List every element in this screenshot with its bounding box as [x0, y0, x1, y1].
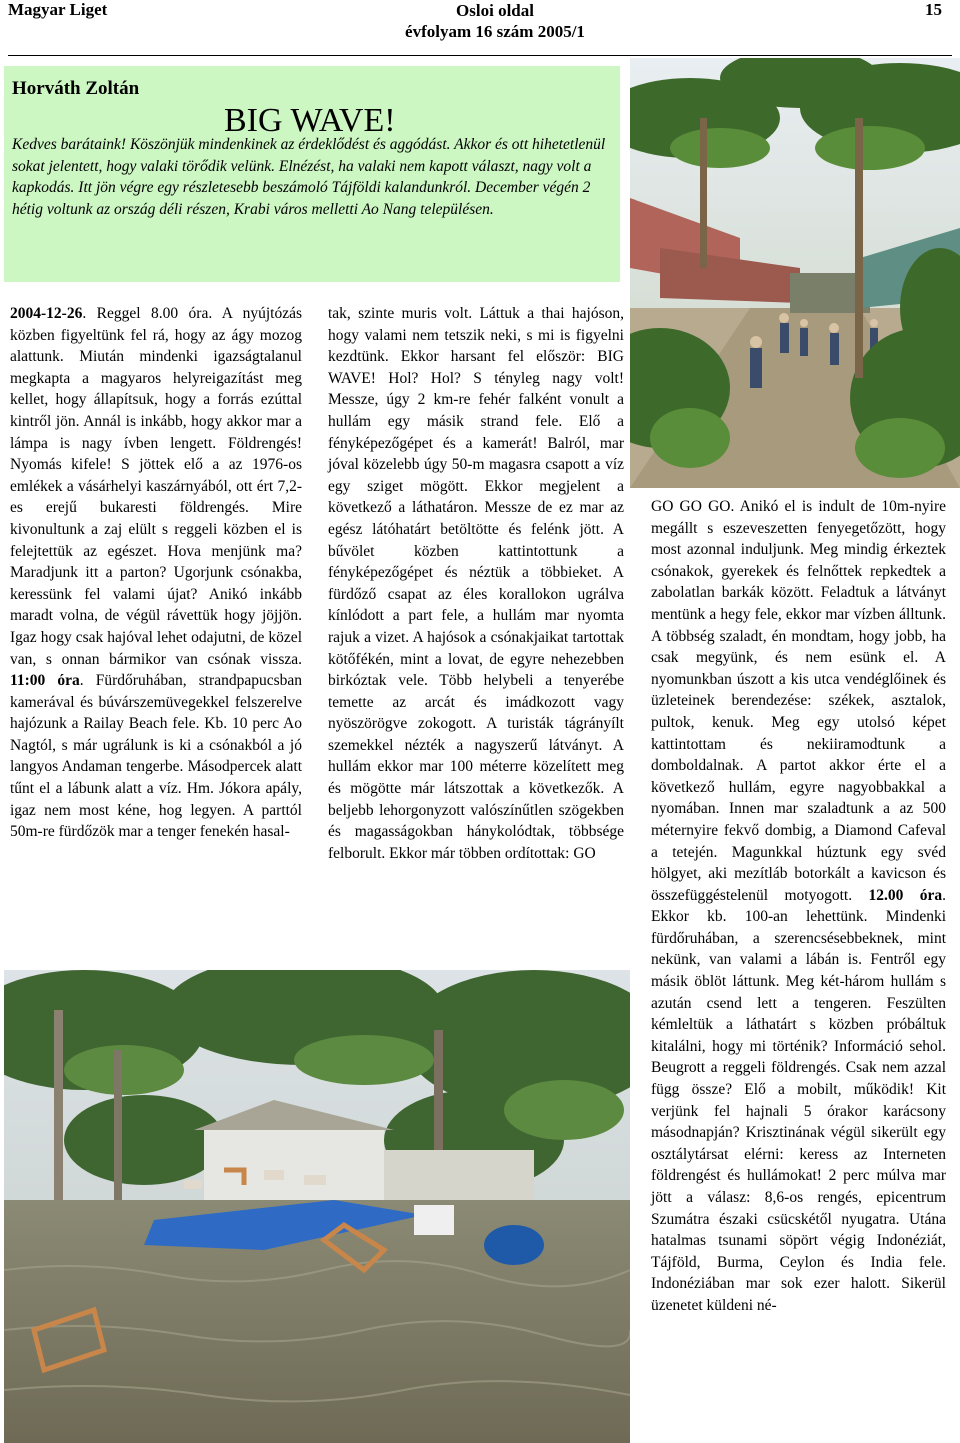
flood-photo — [4, 970, 630, 1443]
col1-paragraph-2: . Fürdőruhában, strandpapucsban kamerával és búvárszemüvegekkel felszerelve hajózunk a Railay Beach fele. Kb. 10 perc Ao Nagtól, s már ugrálunk is ki a csónakból a jó langyos Andaman tengerbe. Másodpercek alatt tűnt el a lábunk alatt a víz. Hm. Jókora apály, igaz nem most kéne, hog legyen. A parttól 50m-re fürdőzök mar a tenger fenekén hasal- — [10, 672, 302, 841]
header-center — [330, 0, 660, 42]
time-heading-1100: 11:00 óra — [10, 672, 80, 690]
article-intro: Kedves barátaink! Köszönjük mindenkinek az érdeklődést és aggódást. Akkor és ott hihetetlenül sokat jelentett, hogy valaki törődik velünk. Elnézést, ha valaki nem kapott választ, nagy volt a kapkodás. Itt jön végre egy részletesebb beszámoló Tájföldi kalandunkról. December végén 2 hétig voltunk az ország déli részen, Krabi város melletti Ao Nang településen. — [12, 136, 606, 218]
magazine-name: Magyar Liget — [8, 0, 108, 19]
text-column-2 — [328, 303, 624, 864]
time-heading-1200: 12.00 óra — [868, 886, 943, 904]
text-column-1 — [10, 303, 302, 843]
issue-info: évfolyam 16 szám 2005/1 — [405, 22, 585, 41]
col2-paragraph: tak, szinte muris volt. Láttuk a thai hajóson, hogy valami nem tetszik neki, s mi is figyelni kezdtünk. Ekkor harsant fel először: BIG WAVE! Hol? Hol? S tényleg nagy volt! Messze, úgy 2 km-re fehér falként vonult a hullám egy másik strand fele. Elő a fényképezőgépet és a kamerát! Balról, mar jóval közelebb úgy 50-m magasra csapott a víz egy sziget mögött. Ekkor megjelent a következő a láthatáron. Messze de ez mar az egész látóhatárt betöltötte és felénk jött. A bűvölet közben kattintottunk a fényképezőgépet és néztük a többieket. A fürdőző csapat az éles korallokon ugrálva kínlódott a part fele, a hullám mar nyomta rajuk a vizet. A hajósok a csónakjaikat tartottak kötőfékén, mint a lovat, de egyre nehezebben birkóztak vele. Több helybeli a tenyerébe temette az arcát és imádkozott vagy nyöszörögve zokogott. A turisták tágrányílt szemekkel nézték a nagyszerű látványt. A hullám ekkor mar 100 méterre közelített meg és mögötte már látszottak a következők. A beljebb lehorgonyzott valószínűtlen szögekben és magasságokban hánykolódtak, többsége felborult. Ekkor már többen ordítottak: GO — [328, 305, 624, 862]
page-number: 15 — [925, 0, 942, 19]
page-header — [0, 0, 960, 58]
article-title: BIG WAVE! — [224, 102, 396, 139]
article-author: Horváth Zoltán — [12, 78, 140, 99]
date-heading: 2004-12-26 — [10, 305, 83, 322]
col3-paragraph-2: . Ekkor kb. 100-an lehettünk. Mindenki fürdőruhában, a szerencsésebbeknek, mint nekünk, van valami a lábán is. Fentről egy másik öblöt láttunk. Meg két-három hullám s azután csend lett a tengeren. Feszülten kémleltük a láthatárt s közben próbáltuk kitalálni, hogy mi történik? Információ sehol. Beugrott a reggeli földrengés. Csak nem azzal függ össze? Elő a mobilt, működik! Kit verjünk fel hajnali 5 órakor karácsony másodnapján? Krisztinának végül sikerült egy osztálytársat elérni: keress az Interneten földrengést és hullámokat! 2 perc múlva mar jött a válasz: 8,6-os rengés, epicentrum Szumátra északi csücskétől nyugatra. Utána hatalmas tsunami söpört végig Indonéziát, Tájföld, Burma, Ceylon és India fele. Indonéziában mar sok ezer halott. Sikerül üzenetet küldeni né- — [651, 886, 946, 1314]
intro-box — [4, 66, 620, 282]
beach-street-illustration — [630, 58, 960, 488]
section-name: Osloi oldal — [456, 1, 534, 20]
beach-street-photo — [630, 58, 960, 488]
col1-paragraph-1: . Reggel 8.00 óra. A nyújtózás közben figyeltünk fel rá, hogy az ágy mozog alattunk. Miután mindenki igazságtalanul megkapta a magyaros helyreigazítást meg kellet, hogy állapítsuk, hogy a forrás ezúttal kintről jön. Annál is inkább, hogy akkor mar a lámpa is nagy ívben lengett. Földrengés! Nyomás kifele! S jöttek elő a az 1976-os emlékek a vásárhelyi kaszárnyából, ott ért 7,2-es erejű bukaresti földrengés. Mire kivonultunk a zaj elült s reggeli közben el is felejtettük az egészet. Hova menjünk ma? Maradjunk itt a parton? Ugorjunk csónakba, keressünk fel valami újat? Anikó inkább maradt volna, de végül rávettük hogy jöjjön. Igaz hogy csak hajóval lehet odajutni, de közel van, s onnan bármikor van csónak vissza. — [10, 305, 302, 668]
header-divider — [8, 55, 952, 56]
text-column-3 — [651, 496, 946, 1317]
flood-illustration — [4, 970, 630, 1443]
col3-paragraph-1: GO GO GO. Anikó el is indult de 10m-nyire megállt s eszeveszetten fenyegetőzött, hogy most azonnal induljunk. Meg mindig érkeztek csónakok, gyerekek és felnőttek repkedtek a zabolatlan barkák között. Feladtuk a látványt mentünk a hegy fele, ekkor mar vízben álltunk. A többség szaladt, én mondtam, hogy jobb, ha csak megyünk, és nem esünk el. A nyomunkban úszott a kis utca vendéglőinek és üzleteinek berendezése: székek, asztalok, pultok, kenuk. Meg egy utolsó képet kattintottam és nekiiramodtunk a domboldalnak. A partot akkor érte el a következő hullám, egyre nagyobbakkal a nyomában. Innen mar szaladtunk a az 500 méternyire fekvő dombig, a Diamond Cafeval a tetején. Magunkkal húztunk egy svéd hölgyet, aki mezítláb botorkált a kavicson és összefüggéstelenül motyogott. — [651, 498, 946, 904]
